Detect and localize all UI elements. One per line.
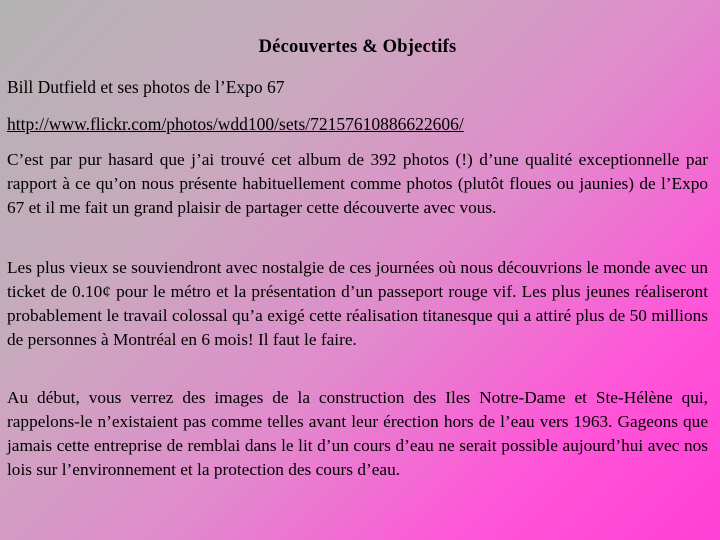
paragraph-construction: Au début, vous verrez des images de la construction des Iles Notre-Dame et Ste-Hélène qui, rappelons-le n’existaient pas comme telles avant leur érection hors de l’eau vers 1963. Gageons que jamais cette entreprise de remblai dans le lit d’un cours d’eau ne serait possible aujourd’hui avec nos lois sur l’environnement et la protection des cours d’eau. <box>7 388 708 479</box>
paragraph-nostalgia: Les plus vieux se souviendront avec nostalgie de ces journées où nous découvrions le monde avec un ticket de 0.10¢ pour le métro et la présentation d’un passeport rouge vif. Les plus jeunes réaliseront probablement le travail colossal qu’a exigé cette réalisation titanesque qui a attiré plus de 50 millions de personnes à Montréal en 6 mois! Il faut le faire. <box>7 258 708 349</box>
slide <box>7 0 708 540</box>
paragraph-discovery: C’est par pur hasard que j’ai trouvé cet album de 392 photos (!) d’une qualité exceptionnelle par rapport à ce qu’on nous présente habituellement comme photos (plutôt floues ou jaunies) de l’Expo 67 et il me fait un grand plaisir de partager cette découverte avec vous. <box>7 150 708 217</box>
slide-subtitle: Bill Dutfield et ses photos de l’Expo 67 <box>7 77 285 97</box>
flickr-album-link[interactable]: http://www.flickr.com/photos/wdd100/sets/72157610886622606/ <box>7 114 464 134</box>
slide-title: Découvertes & Objectifs <box>258 37 457 57</box>
